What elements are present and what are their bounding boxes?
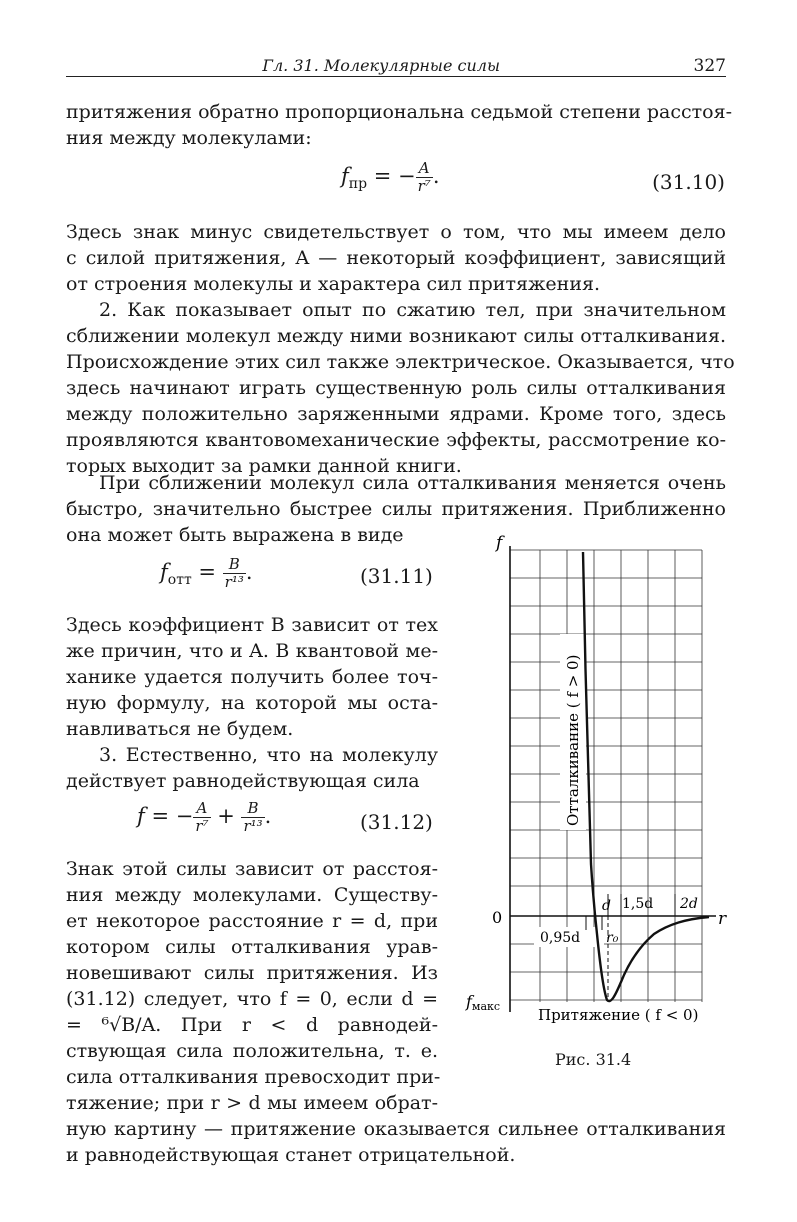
eq-tail: . [264,804,272,828]
text-line: навливаться не будем. [66,718,294,740]
figure-caption: Рис. 31.4 [555,1050,632,1069]
eq-denominator: r⁷ [417,177,431,195]
eq-denominator: r¹³ [224,573,244,591]
text-line: же причин, что и A. В квантовой ме- [66,640,438,662]
text-line: тяжение; при r > d мы имеем обрат- [66,1092,438,1114]
text-line: сближении молекул между ними возникают силы отталкивания. [66,325,726,347]
text-line: ния между молекулами: [66,127,312,149]
text-line: (31.12) следует, что f = 0, если d = [66,988,438,1010]
text-line: она может быть выражена в виде [66,524,404,546]
repulsion-label: Отталкивание ( f > 0) [564,654,582,826]
eq-numerator: B [223,556,246,574]
text-line: Здесь знак минус свидетельствует о том, что мы имеем дело [66,221,726,243]
equation-number: (31.10) [652,170,725,194]
figure-31-4 [464,534,764,1074]
eq-lhs: f [341,164,349,188]
force-curve-plot [464,534,764,1074]
eq-lhs-sub: отт [167,572,192,589]
text-line: притяжения обратно пропорциональна седьмой степени расстоя- [66,101,733,123]
chapter-title: Гл. 31. Молекулярные силы [262,56,500,75]
running-head [66,52,726,77]
tick-label-15d: 1,5d [622,896,654,912]
zero-label: 0 [492,908,503,927]
text-line: = ⁶√B/A. При r < d равнодей- [66,1014,438,1036]
text-line: здесь начинают играть существенную роль силы отталкивания [66,377,726,399]
text-line: Знак этой силы зависит от расстоя- [66,858,438,880]
equation-number: (31.12) [360,810,433,834]
text-line: сила отталкивания превосходит при- [66,1066,441,1088]
text-line: с силой притяжения, A — некоторый коэффициент, зависящий [66,247,726,269]
eq-fraction [241,800,264,835]
text-line: от строения молекулы и характера сил притяжения. [66,273,601,295]
eq-lhs: f [160,560,168,584]
tick-label-095d: 0,95d [540,930,581,946]
text-line: ханике удается получить более точ- [66,666,438,688]
eq-numerator: A [193,800,210,818]
attraction-label: Притяжение ( f < 0) [538,1006,699,1024]
eq-tail: . [432,164,440,188]
text-line: действует равнодействующая сила [66,770,420,792]
axis-label-f: f [496,534,503,553]
eq-denominator: r⁷ [195,817,209,835]
text-line: При сближении молекул сила отталкивания меняется очень [99,472,726,494]
equation-31-12 [137,800,271,835]
text-line: 2. Как показывает опыт по сжатию тел, при значительном [99,299,726,321]
equation-31-11 [160,556,253,591]
tick-label-d: d [602,898,611,914]
text-line: ния между молекулами. Существу- [66,884,438,906]
eq-sign: = [191,560,223,584]
text-line: быстро, значительно быстрее силы притяжения. Приближенно [66,498,726,520]
eq-numerator: A [416,160,433,178]
text-line: ную картину — притяжение оказывается сильнее отталкивания [66,1118,726,1140]
eq-fraction [223,556,246,591]
text-line: ствующая сила положительна, т. е. [66,1040,438,1062]
equation-31-10 [341,160,440,195]
eq-lhs: f [137,804,145,828]
text-line: Происхождение этих сил также электрическое. Оказывается, что [66,351,735,373]
text-line: котором силы отталкивания урав- [66,936,438,958]
fmax-sub: макс [471,1000,501,1013]
text-line: и равнодействующая станет отрицательной. [66,1144,516,1166]
fmax-symbol: f [466,992,472,1011]
eq-tail: . [245,560,253,584]
fmax-label [465,992,500,1013]
tick-label-r0: r₀ [606,930,619,946]
eq-fraction [193,800,210,835]
text-line: проявляются квантовомеханические эффекты, рассмотрение ко- [66,429,726,451]
axis-label-r: r [718,909,727,929]
equation-number: (31.11) [360,564,433,588]
text-line: ет некоторое расстояние r = d, при [66,910,438,932]
page-number: 327 [693,56,726,76]
text-line: торых выходит за рамки данной книги. [66,455,462,477]
text-line: ную формулу, на которой мы оста- [66,692,438,714]
eq-denominator: r¹³ [243,817,263,835]
text-line: Здесь коэффициент B зависит от тех [66,614,438,636]
eq-sign: = − [367,164,416,188]
text-line: 3. Естественно, что на молекулу [99,744,438,766]
text-line: новешивают силы притяжения. Из [66,962,438,984]
eq-fraction [416,160,433,195]
eq-lhs-sub: пр [348,176,368,193]
text-line: между положительно заряженными ядрами. Кроме того, здесь [66,403,726,425]
eq-plus: + [210,804,242,828]
eq-numerator: B [241,800,264,818]
eq-sign: = − [144,804,194,828]
tick-label-2d: 2d [680,896,698,912]
